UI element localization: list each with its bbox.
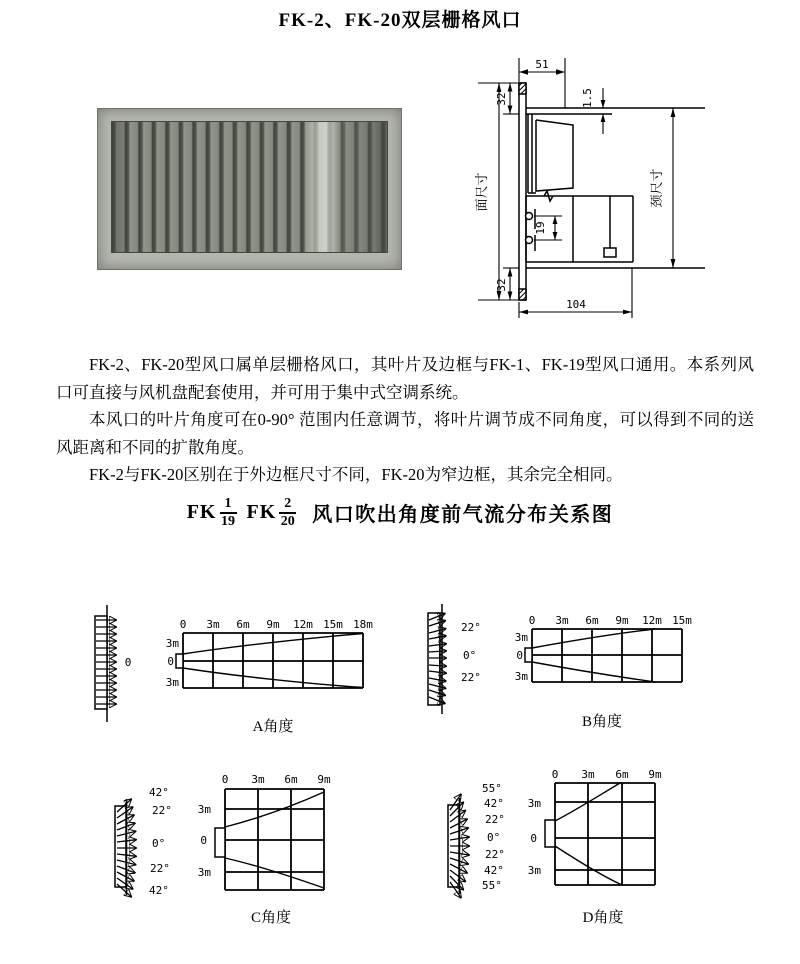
airflow-diagram-d xyxy=(420,762,720,937)
svg-text:12m: 12m xyxy=(293,618,313,631)
outlet-box xyxy=(176,654,183,668)
vane-angle-labels xyxy=(482,782,505,892)
svg-text:0: 0 xyxy=(530,832,537,845)
svg-text:12m: 12m xyxy=(642,614,662,627)
vane-angle-label: 0 xyxy=(124,656,132,669)
x-axis-ticks xyxy=(552,768,662,781)
fraction1-denominator: 19 xyxy=(221,514,235,530)
dim-1-5-label: 1.5 xyxy=(581,88,594,108)
svg-text:3m: 3m xyxy=(514,631,528,644)
svg-text:3m: 3m xyxy=(206,618,220,631)
vane-schematic xyxy=(115,799,136,897)
vane-angle-labels xyxy=(149,786,172,897)
svg-text:9m: 9m xyxy=(648,768,662,781)
page-title: FK-2、FK-20双层栅格风口 xyxy=(278,10,522,31)
grille-photo xyxy=(97,108,402,270)
diagram-caption: C角度 xyxy=(250,910,292,926)
fraction2-denominator: 20 xyxy=(280,514,295,530)
y-axis-ticks xyxy=(198,803,212,879)
x-axis-ticks xyxy=(529,614,693,627)
svg-text:42°: 42° xyxy=(484,797,504,810)
section-subtitle xyxy=(0,495,800,529)
grille-photo-slats xyxy=(111,121,388,253)
y-axis-ticks xyxy=(528,797,542,877)
svg-text:42°: 42° xyxy=(149,884,169,897)
svg-text:3m: 3m xyxy=(555,614,569,627)
svg-text:22°: 22° xyxy=(150,862,170,875)
svg-text:9m: 9m xyxy=(615,614,629,627)
svg-text:0: 0 xyxy=(167,655,174,668)
vane-schematic xyxy=(448,794,469,897)
svg-text:3m: 3m xyxy=(197,866,211,879)
vane-schematic xyxy=(95,605,116,722)
flange-section xyxy=(519,83,526,300)
svg-text:0°: 0° xyxy=(487,831,501,844)
vane-angle-labels xyxy=(461,621,481,684)
svg-text:22°: 22° xyxy=(461,671,481,684)
svg-text:15m: 15m xyxy=(323,618,343,631)
face-size-label: 面尺寸 xyxy=(474,172,489,212)
svg-text:3m: 3m xyxy=(251,773,265,786)
svg-text:3m: 3m xyxy=(197,803,211,816)
subtitle-fraction-2 xyxy=(279,496,296,530)
dimension-drawing xyxy=(470,50,800,328)
paragraph-2: 本风口的叶片角度可在0-90° 范围内任意调节，将叶片调节成不同角度，可以得到不同的送风距离和不同的扩散角度。 xyxy=(56,410,754,457)
svg-text:22°: 22° xyxy=(461,621,481,634)
svg-text:3m: 3m xyxy=(527,864,541,877)
vane-schematic xyxy=(428,604,446,714)
svg-text:22°: 22° xyxy=(485,848,505,861)
svg-text:3m: 3m xyxy=(165,637,179,650)
svg-text:6m: 6m xyxy=(615,768,629,781)
svg-text:0°: 0° xyxy=(463,649,477,662)
svg-text:55°: 55° xyxy=(482,782,502,795)
svg-text:18m: 18m xyxy=(353,618,373,631)
svg-text:3m: 3m xyxy=(527,797,541,810)
svg-text:0: 0 xyxy=(179,618,187,631)
dim-32-top-label: 32 xyxy=(495,92,508,106)
outlet-box xyxy=(215,828,225,857)
paragraph-1: FK-2、FK-20型风口属单层栅格风口，其叶片及边框与FK-1、FK-19型风口通用。本系列风口可直接与风机盘配套使用，并可用于集中式空调系统。 xyxy=(56,355,754,402)
svg-text:55°: 55° xyxy=(482,879,502,892)
svg-text:42°: 42° xyxy=(149,786,169,799)
svg-text:9m: 9m xyxy=(266,618,280,631)
diagram-caption: A角度 xyxy=(252,719,294,735)
distance-grid xyxy=(532,629,682,682)
airflow-diagram-c xyxy=(95,762,395,937)
distance-grid xyxy=(555,783,655,885)
svg-text:42°: 42° xyxy=(484,864,504,877)
dim-104-label: 104 xyxy=(566,298,586,311)
diagram-caption: D角度 xyxy=(582,910,624,926)
svg-text:6m: 6m xyxy=(236,618,250,631)
distance-grid xyxy=(225,789,324,890)
subtitle-text: 风口吹出角度前气流分布关系图 xyxy=(312,503,614,526)
x-axis-ticks xyxy=(180,618,374,631)
x-axis-ticks xyxy=(222,773,331,786)
svg-text:3m: 3m xyxy=(165,676,179,689)
svg-text:0: 0 xyxy=(516,649,523,662)
body-text xyxy=(56,351,754,489)
svg-text:0: 0 xyxy=(528,614,536,627)
svg-text:6m: 6m xyxy=(585,614,599,627)
dim-51-label: 51 xyxy=(535,58,549,71)
dim-32-bottom-label: 32 xyxy=(495,278,508,292)
airflow-diagram-a xyxy=(85,600,385,740)
duct-lines xyxy=(526,108,705,268)
svg-text:3m: 3m xyxy=(514,670,528,683)
svg-text:3m: 3m xyxy=(581,768,595,781)
outlet-box xyxy=(525,648,532,662)
svg-text:0: 0 xyxy=(551,768,559,781)
fraction1-numerator: 1 xyxy=(220,496,237,514)
svg-text:22°: 22° xyxy=(485,813,505,826)
fraction2-numerator: 2 xyxy=(279,496,296,514)
subtitle-fk2: FK xyxy=(246,500,277,523)
svg-text:6m: 6m xyxy=(284,773,298,786)
paragraph-3: FK-2与FK-20区别在于外边框尺寸不同，FK-20为窄边框，其余完全相同。 xyxy=(89,465,623,484)
outlet-box xyxy=(545,820,555,847)
dimension-labels xyxy=(474,58,664,311)
svg-text:9m: 9m xyxy=(317,773,331,786)
neck-size-label: 颈尺寸 xyxy=(649,168,664,208)
svg-text:0: 0 xyxy=(221,773,229,786)
svg-text:15m: 15m xyxy=(672,614,692,627)
svg-text:22°: 22° xyxy=(152,804,172,817)
diagram-caption: B角度 xyxy=(581,714,623,730)
subtitle-fk1: FK xyxy=(186,500,217,523)
subtitle-fraction-1 xyxy=(220,496,237,530)
svg-text:0: 0 xyxy=(200,834,207,847)
dim-19-label: 19 xyxy=(534,221,547,235)
airflow-diagram-b xyxy=(415,598,720,738)
svg-text:0°: 0° xyxy=(152,837,166,850)
